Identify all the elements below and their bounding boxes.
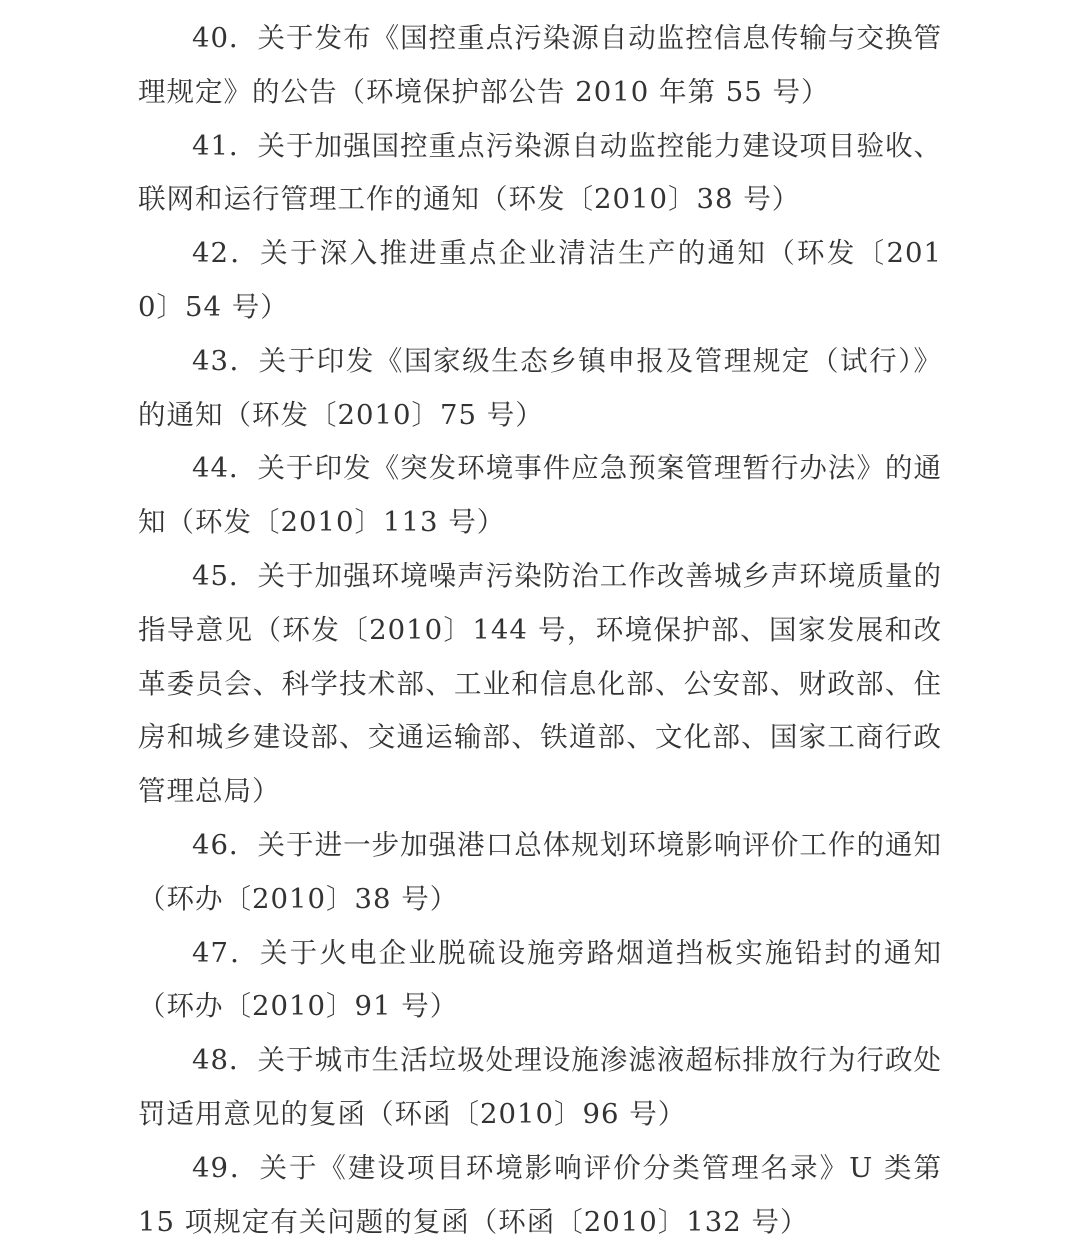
list-item-40: 40．关于发布《国控重点污染源自动监控信息传输与交换管理规定》的公告（环境保护部公告 2010 年第 55 号）: [138, 22, 942, 108]
list-item-44: 44．关于印发《突发环境事件应急预案管理暂行办法》的通知（环发〔2010〕113 号）: [138, 452, 942, 539]
list-item-49: 49．关于《建设项目环境影响评价分类管理名录》U 类第 15 项规定有关问题的复函（环函〔2010〕132 号）: [138, 1151, 942, 1238]
list-item-47: 47．关于火电企业脱硫设施旁路烟道挡板实施铅封的通知（环办〔2010〕91 号）: [138, 936, 942, 1023]
list-item-48: 48．关于城市生活垃圾处理设施渗滤液超标排放行为行政处罚适用意见的复函（环函〔2010〕96 号）: [138, 1044, 942, 1130]
list-item-41: 41．关于加强国控重点污染源自动监控能力建设项目验收、联网和运行管理工作的通知（环发〔2010〕38 号）: [138, 129, 942, 216]
list-item-46: 46．关于进一步加强港口总体规划环境影响评价工作的通知（环办〔2010〕38 号）: [138, 828, 942, 915]
list-item-42: 42．关于深入推进重点企业清洁生产的通知（环发〔2010〕54 号）: [138, 237, 942, 323]
list-item-43: 43．关于印发《国家级生态乡镇申报及管理规定（试行）》的通知（环发〔2010〕75 号）: [138, 344, 942, 431]
list-item-45: 45．关于加强环境噪声污染防治工作改善城乡声环境质量的指导意见（环发〔2010〕144 号，环境保护部、国家发展和改革委员会、科学技术部、工业和信息化部、公安部、财政部、住房和城乡建设部、交通运输部、铁道部、文化部、国家工商行政管理总局）: [138, 559, 942, 808]
